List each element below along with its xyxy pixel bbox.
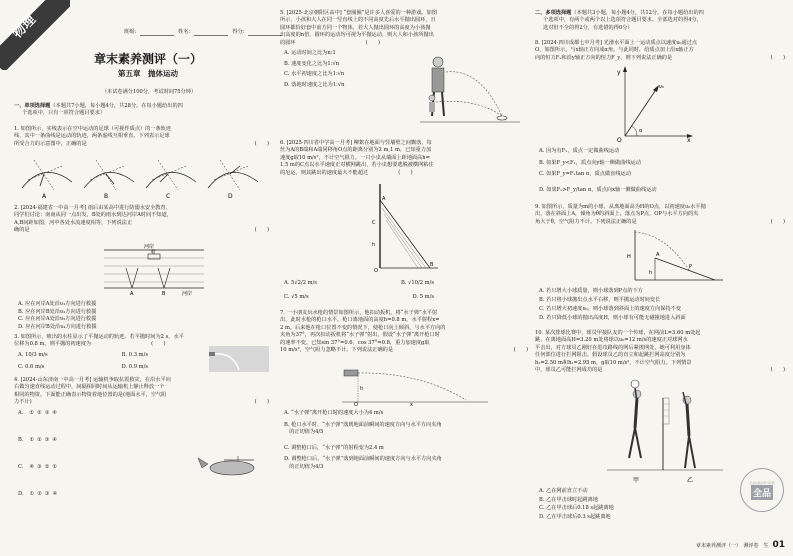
stamp-text: 全品	[751, 485, 773, 500]
section1-desc2: 个选项中，只有一项符合题目要求）	[22, 110, 106, 117]
q1-figures	[14, 152, 269, 200]
q6-options	[284, 280, 514, 301]
q4-line2: 右做匀速直线运动过程中，间隔相同时间从运输机上静止释放一个	[14, 384, 165, 391]
q5-line2: 所示，小孩和大人在同一竖直线上的不同高度先后水平抛出圆环，且	[280, 17, 436, 24]
q5-option-a[interactable]: A. 运动时间之比为n:1	[284, 50, 336, 56]
q2-fig-a: A	[130, 291, 134, 297]
question-5	[280, 10, 528, 47]
q7-option-b[interactable]: B. 枪口水平时，“水子弹”落到地面前瞬间的速度方向与水平方向夹角	[284, 421, 442, 428]
q4-option-d[interactable]: D.	[18, 491, 24, 497]
q7-line1: 7. 一小朋友玩水枪的情景如图所示，他扣动扳机，将“水子弹”水平射	[280, 310, 438, 316]
q8-answer-bracket[interactable]: ( )	[770, 54, 785, 61]
q10-answer-bracket[interactable]: ( )	[770, 367, 785, 374]
q7-option-a[interactable]: A. “水子弹”离开枪口时的速度大小为4 m/s	[284, 410, 384, 416]
q2-fig-boat: 船	[151, 250, 156, 255]
q2-line2: 同学们讨论：南南从同一点出发，B处的雨水到达河岸A时间不知道，	[14, 212, 172, 219]
q9-option-b[interactable]: B. 若只将小球抛出点水平右移，则平抛运动时间变长	[539, 297, 661, 304]
q3-answer-bracket[interactable]: ( )	[151, 341, 166, 348]
q5-option-b[interactable]: B. 速度变化之比为1:√n	[284, 60, 340, 67]
q9-option-a[interactable]: A. 若只增大小球质量，则小球落到P点的下方	[539, 288, 643, 294]
q8-fig-y: y	[617, 69, 621, 76]
question-6	[280, 140, 528, 177]
q6-option-c[interactable]: C. √5 m/s	[284, 293, 309, 300]
score-label: 得分:	[232, 29, 245, 35]
q7-fig-o: O	[354, 402, 358, 406]
q5-line3: 圆环都恰好套中前方同一个物体，若大人抛出圆环的高度为小孩抛	[280, 24, 431, 31]
q4-line3: 相同的物资。下面能正确表示物资着地位置的是(地面水平，空气阻	[14, 391, 167, 398]
section2-header	[535, 10, 785, 32]
q4-grid-d: ①②③④	[29, 491, 61, 497]
q7-line2: 出，此时水枪的枪口水平，枪口离地面的高度h=0.8 m，水平射程x=	[280, 317, 440, 324]
q2-fig-b: B	[162, 291, 166, 297]
section2-desc2: 个选项中，有两个或两个以上选项符合题目要求。全部选对的得4分，	[543, 17, 702, 24]
q4-plane-figure	[194, 452, 264, 482]
section2-desc3: 选对但不全的得2分，有选错的得0分）	[543, 24, 633, 31]
q1-answer-bracket[interactable]: ( )	[254, 140, 269, 147]
q3-option-d[interactable]: D. 0.9 m/s	[121, 363, 148, 370]
q7-line4: 夹角为37°，再次扣动扳机将“水子弹”射出，假设“水子弹”离开枪口时	[280, 332, 440, 339]
q5-options	[284, 50, 424, 89]
q1-option-a[interactable]: A	[42, 193, 47, 200]
page-number: 01	[772, 540, 785, 550]
question-7	[280, 310, 528, 354]
footer-text: 章末素养测评（一） 测评卷 生	[695, 542, 769, 549]
q8-axes-figure	[615, 64, 695, 142]
question-9	[535, 204, 785, 226]
q4-grid-c: ④③②①	[29, 464, 61, 470]
q2-line3: A,B间距如图，河中各处水流速度相等，下列说法正	[14, 219, 133, 226]
q9-line2: 出，落在斜面上A，倾角为θ的斜面上，落点为P点，OP与水平方向的夹	[535, 211, 699, 218]
q2-line1: 2. [2024·福建省一中高一月考] 雨后由某高中进行防溺水安全教育，	[14, 205, 171, 211]
q10-fig-yi: 乙	[687, 477, 694, 484]
q9-fig-a: A	[656, 252, 660, 258]
q4-options	[18, 410, 168, 518]
exam-meta: （本试卷满分100分，考试时间75分钟）	[101, 89, 197, 95]
q6-option-b[interactable]: B. √10/2 m/s	[400, 280, 434, 286]
q9-option-d[interactable]: D. 若只降低小球的抛出高度H，则小球有可能无碰撞地进入斜面	[539, 315, 686, 322]
subject-tab	[0, 0, 70, 70]
section1-title: 一、单项选择题	[14, 103, 51, 109]
class-label: 班级:	[124, 29, 137, 35]
class-field[interactable]	[140, 29, 174, 36]
question-8	[535, 40, 785, 62]
q8-option-d[interactable]: D. 如果Fₓ>F_y/tan α，质点向x轴一侧做曲线运动	[539, 186, 657, 193]
page-subtitle: 第五章 抛体运动	[118, 69, 178, 78]
q2-fig-top: 河岸	[144, 244, 155, 250]
q8-line1: 8. [2024·四川成都七中月考] 光滑水平面上一运动质点以速度υ₀通过点	[535, 40, 698, 46]
q8-fig-v: υ₀	[659, 84, 664, 90]
q9-fig-h2: h	[649, 270, 653, 276]
q10-line1: 10. 某次排球比赛中，球员甲接队友的一个传球，在网前L=3.60 m处起	[535, 330, 701, 336]
q5-option-d[interactable]: D. 落地时速度之比为1:√n	[284, 81, 345, 88]
q4-option-b[interactable]: B.	[18, 437, 24, 443]
q9-fig-h: H	[627, 254, 631, 260]
q3-options	[18, 352, 188, 371]
q7-options	[284, 410, 528, 472]
q5-line4: 出高度的n倍，圆环的运动均可视为平抛运动，则大人和小孩所抛出	[280, 32, 434, 39]
q10-option-d[interactable]: D. 乙在甲击球后0.3 s起跳离地	[539, 513, 611, 520]
q2-line4: 确的是	[14, 227, 30, 234]
q7-line6: 10 m/s²，空气阻力忽略不计。下列说法正确的是	[280, 347, 394, 354]
q6-fig-a: A	[382, 196, 386, 202]
stamp-ring-text: 全品初高中学习资源	[749, 480, 775, 485]
q7-answer-bracket[interactable]: ( )	[513, 347, 528, 354]
name-field[interactable]	[194, 29, 228, 36]
q9-line3: 角大于θ，空气阻力不计。下列说法正确的是	[535, 218, 637, 225]
q1-option-b[interactable]: B	[104, 193, 109, 200]
q10-line5: h₁=2.50 m和h₂=2.95 m，g取10 m/s²，不计空气阻力。下列情景	[535, 359, 692, 366]
q9-line1: 9. 如图所示，质量为m的小球，从离地面高为H的O点，以初速度υ₀水平抛	[535, 204, 706, 210]
q7-line5: 的速率不变。已知sin 37°=0.6，cos 37°=0.8，重力加速度g取	[280, 339, 430, 346]
q2-option-a[interactable]: A. 应在河岸A处沿υ₁方向进行救援	[18, 301, 97, 307]
q4-grid-a: ①②③④	[29, 410, 61, 416]
q6-line4: 1.5 m的C点以水平速度正对横网跳出，若小虫想要逃脱被横网粘住	[280, 162, 434, 169]
q1-line3: 所受合力的示意图中，正确的是	[14, 140, 87, 147]
header-fields	[124, 29, 284, 36]
q8-line3: 向的恒力Fₓ和沿y轴正方向的恒力F_y，则下列说法正确的是	[535, 54, 673, 61]
q2-option-d[interactable]: D. 应在河岸B处沿υ₄方向进行救援	[18, 323, 97, 330]
score-field[interactable]	[248, 29, 282, 36]
q7-option-b-cont: 的正切值为4/5	[284, 429, 324, 436]
q5-ring-toss-figure	[420, 46, 520, 134]
q8-fig-a: α	[639, 128, 643, 134]
q2-options	[18, 301, 268, 331]
question-2	[14, 205, 269, 235]
subject-label: 物理	[9, 12, 39, 42]
q9-option-c[interactable]: C. 若只增大初速度υ₀，则小球落到斜面上的速度方向保持不变	[539, 306, 682, 313]
q2-option-b[interactable]: B. 应在河岸B处沿υ₂方向进行救援	[18, 308, 97, 315]
q8-option-a[interactable]: A. 因为有Fₓ，质点一定做曲线运动	[539, 148, 620, 154]
q4-option-c[interactable]: C.	[18, 464, 24, 470]
q7-option-d[interactable]: D. 调整枪口后，“水子弹”落到地面前瞬间的速度方向与水平方向夹角	[284, 456, 442, 463]
q5-line1: 5. [2025·北京朝阳区高中] “套圈圈”是许多人喜爱的一种游戏。如图	[280, 10, 437, 16]
q1-option-c[interactable]: C	[166, 193, 171, 200]
q1-line2: 线，其中一条曲线是运动的轨迹，两条虚线互相垂直。下列表示足球	[14, 133, 170, 140]
name-label: 姓名:	[178, 29, 191, 35]
section1-desc1: （本题共7小题，每小题4分，共28分。在每小题给出的四	[50, 103, 183, 109]
section2-desc1: （本题共3小题，每小题4分，共12分。在每小题给出的四	[571, 10, 704, 16]
q10-option-b[interactable]: B. 乙在甲击球时起跳离地	[539, 496, 598, 503]
q7-line3: 2 m。后来他在枪口位置不变的情况下，使枪口向上倾斜，与水平方向的	[280, 324, 446, 331]
q6-line5: 的厄运，则其跳出的速度最大不能超过	[280, 169, 369, 176]
q5-option-c[interactable]: C. 水平初速度之比为1:√n	[284, 71, 345, 78]
q9-slope-figure	[625, 228, 725, 284]
publisher-stamp	[740, 468, 784, 512]
q8-fig-o: O	[617, 137, 622, 142]
q6-line3: 速度g取10 m/s²，不计空气阻力。一只小虫从墙面上距地面高h=	[280, 154, 430, 161]
section2-title: 二、多项选择题	[535, 10, 572, 16]
q7-fig-h: h	[360, 386, 364, 392]
q10-line2: 跳，在离地面高H=3.20 m处将球以υ₀=12 m/s的速度正对球网水	[535, 337, 688, 344]
q3-option-a[interactable]: A. 10/3 m/s	[18, 352, 48, 358]
q2-option-c[interactable]: C. 应在河岸A处沿υ₃方向进行救援	[18, 316, 97, 323]
q10-line6: 中，球员乙可能拦网成功的是	[535, 367, 603, 374]
q7-option-c[interactable]: C. 调整枪口后，“水子弹”的射程变为2.4 m	[284, 444, 384, 451]
question-1	[14, 126, 269, 148]
q7-water-gun-figure	[340, 358, 490, 406]
q8-options	[539, 148, 783, 194]
question-10	[535, 330, 785, 374]
q10-fig-jia: 甲	[633, 477, 640, 484]
q6-net-figure	[370, 180, 440, 272]
q5-line5: 的圆环	[280, 39, 296, 46]
q1-option-d[interactable]: D	[228, 193, 233, 200]
page-title: 章末素养测评（一）	[93, 52, 202, 66]
q8-option-b[interactable]: B. 如果F_y<Fₓ，质点向y轴一侧做曲线运动	[539, 159, 641, 166]
q6-option-d[interactable]: D. 5 m/s	[412, 293, 434, 300]
q10-line3: 平击出，对方球员乙刚好在进攻路线的网后紧挨网处，她可利用身体	[535, 344, 691, 351]
q6-line1: 6. [2025·四川省中学高一月考] 柳絮在地面与竖墙壁之间飘落，每	[280, 140, 432, 146]
section1-header	[14, 103, 269, 118]
q10-options	[539, 488, 739, 521]
q5-answer-bracket[interactable]: ( )	[365, 39, 381, 46]
q3-option-b[interactable]: B. 0.3 m/s	[121, 352, 148, 358]
q2-answer-bracket[interactable]: ( )	[254, 227, 269, 234]
q8-fig-x: x	[687, 137, 691, 142]
q6-fig-c: C	[372, 220, 376, 226]
q1-line1: 1. 如图所示，实线表示在空中运动的足球（可视作质点）的一条轨迹	[14, 126, 172, 132]
q7-option-d-cont: 的正切值为4/3	[284, 463, 324, 470]
q10-option-c[interactable]: C. 乙在甲击球后0.18 s起跳离地	[539, 505, 614, 512]
q10-volleyball-figure	[605, 378, 725, 486]
q3-line1: 3. 如图所示，喷出的水柱显示了平抛运动的轨迹。若平抛时间为2 s，水平	[14, 334, 184, 340]
q6-option-a[interactable]: A. 5√2/2 m/s	[284, 280, 317, 286]
q10-option-a[interactable]: A. 乙在网前直立不动	[539, 488, 588, 494]
question-4	[14, 377, 269, 407]
q3-line2: 位移为0.8 m，则平抛的初速度为	[14, 341, 92, 348]
q6-answer-bracket[interactable]: ( )	[398, 169, 413, 176]
q2-fig-bottom: 河岸	[182, 291, 193, 297]
q4-line1: 4. [2024·山东济南一中高一月考] 运输机争取抗震救灾，在沿水平向	[14, 377, 171, 383]
q8-line2: O，如图所示，与x轴正方向成α角，与此同时，给质点加上沿x轴正方	[535, 47, 694, 54]
q6-fig-o: O	[374, 268, 378, 272]
q4-answer-bracket[interactable]: ( )	[254, 399, 269, 406]
q4-option-a[interactable]: A.	[18, 410, 24, 416]
q8-option-c[interactable]: C. 如果F_y=Fₓtan α，质点做直线运动	[539, 171, 631, 178]
q4-grid-b: ①②③④	[29, 437, 61, 443]
q2-figure	[104, 240, 204, 298]
q6-fig-h: h	[372, 242, 376, 248]
q9-fig-p: P	[689, 264, 693, 270]
q9-answer-bracket[interactable]: ( )	[770, 218, 785, 225]
q10-line4: 任何部位进行拦网阻击。假设球员乙的直立和起跳拦网高度分别为	[535, 352, 686, 359]
q3-option-c[interactable]: C. 0.6 m/s	[18, 363, 45, 370]
q6-fig-b: B	[430, 262, 434, 268]
q7-fig-x: x	[410, 402, 413, 406]
q9-options	[539, 288, 783, 323]
q6-line2: 丝为A的B端和A端同移角O点的距离分别为2 m,1 m，已知重力加	[280, 147, 432, 154]
q3-water-figure	[209, 346, 269, 372]
q4-line4: 力不计)	[14, 399, 32, 406]
page-footer	[647, 540, 785, 550]
